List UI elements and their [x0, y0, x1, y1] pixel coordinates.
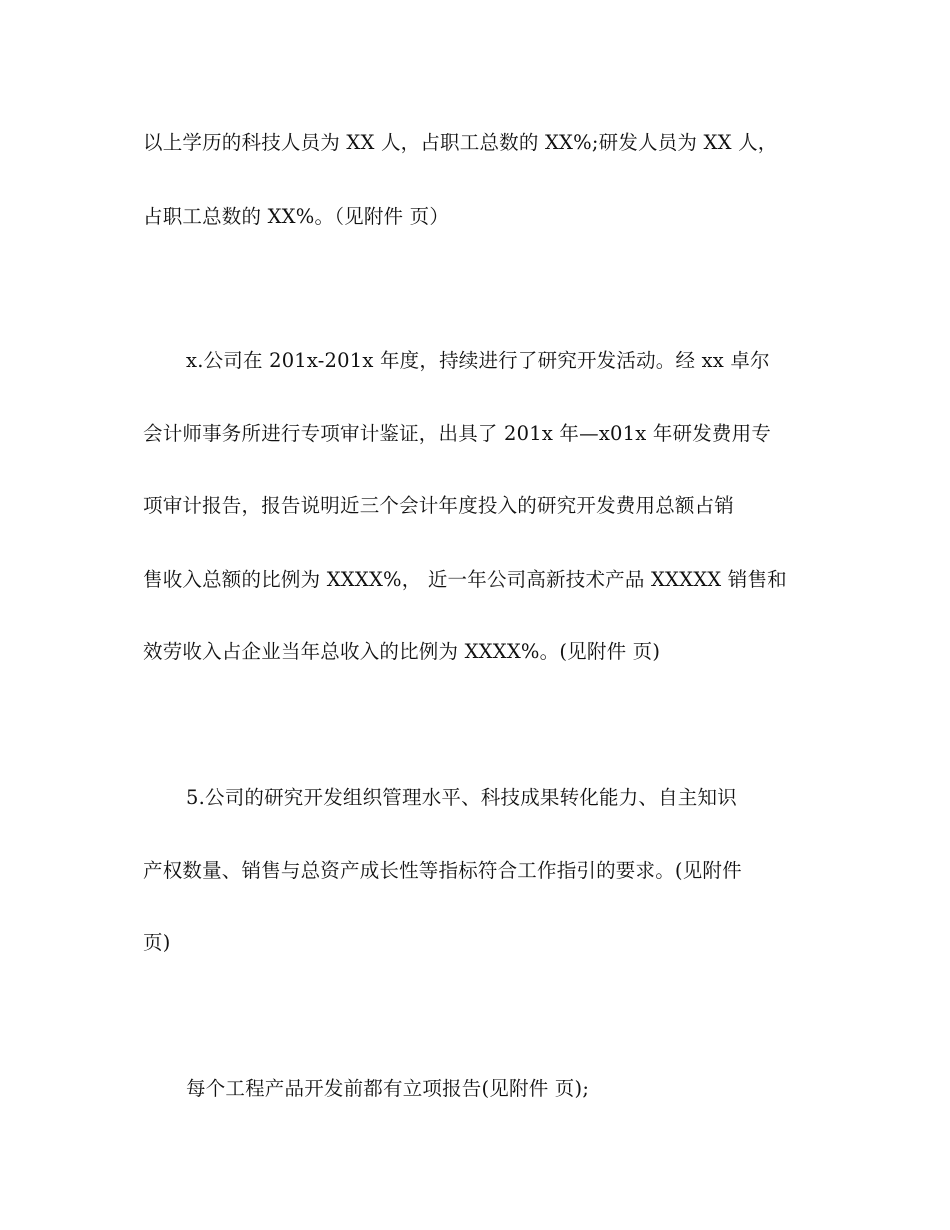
- text-line: 效劳收入占企业当年总收入的比例为 XXXX%。(见附件 页): [143, 640, 661, 663]
- text-line: 会计师事务所进行专项审计鉴证，出具了 201x 年—x01x 年研发费用专: [143, 422, 772, 445]
- text-line: 项审计报告，报告说明近三个会计年度投入的研究开发费用总额占销: [143, 494, 735, 517]
- text-line: 占职工总数的 XX%。（见附件 页）: [143, 205, 450, 228]
- text-line: x.公司在 201x-201x 年度，持续进行了研究开发活动。经 xx 卓尔: [186, 349, 770, 372]
- text-line: 每个工程产品开发前都有立项报告(见附件 页);: [186, 1077, 590, 1100]
- text-line: 以上学历的科技人员为 XX 人，占职工总数的 XX%;研发人员为 XX 人，: [143, 131, 778, 154]
- text-line: 5.公司的研究开发组织管理水平、科技成果转化能力、自主知识: [186, 786, 737, 809]
- text-line: 页): [143, 931, 171, 954]
- text-line: 产权数量、销售与总资产成长性等指标符合工作指引的要求。(见附件: [143, 859, 742, 882]
- text-line: 售收入总额的比例为 XXXX%， 近一年公司高新技术产品 XXXXX 销售和: [143, 568, 787, 591]
